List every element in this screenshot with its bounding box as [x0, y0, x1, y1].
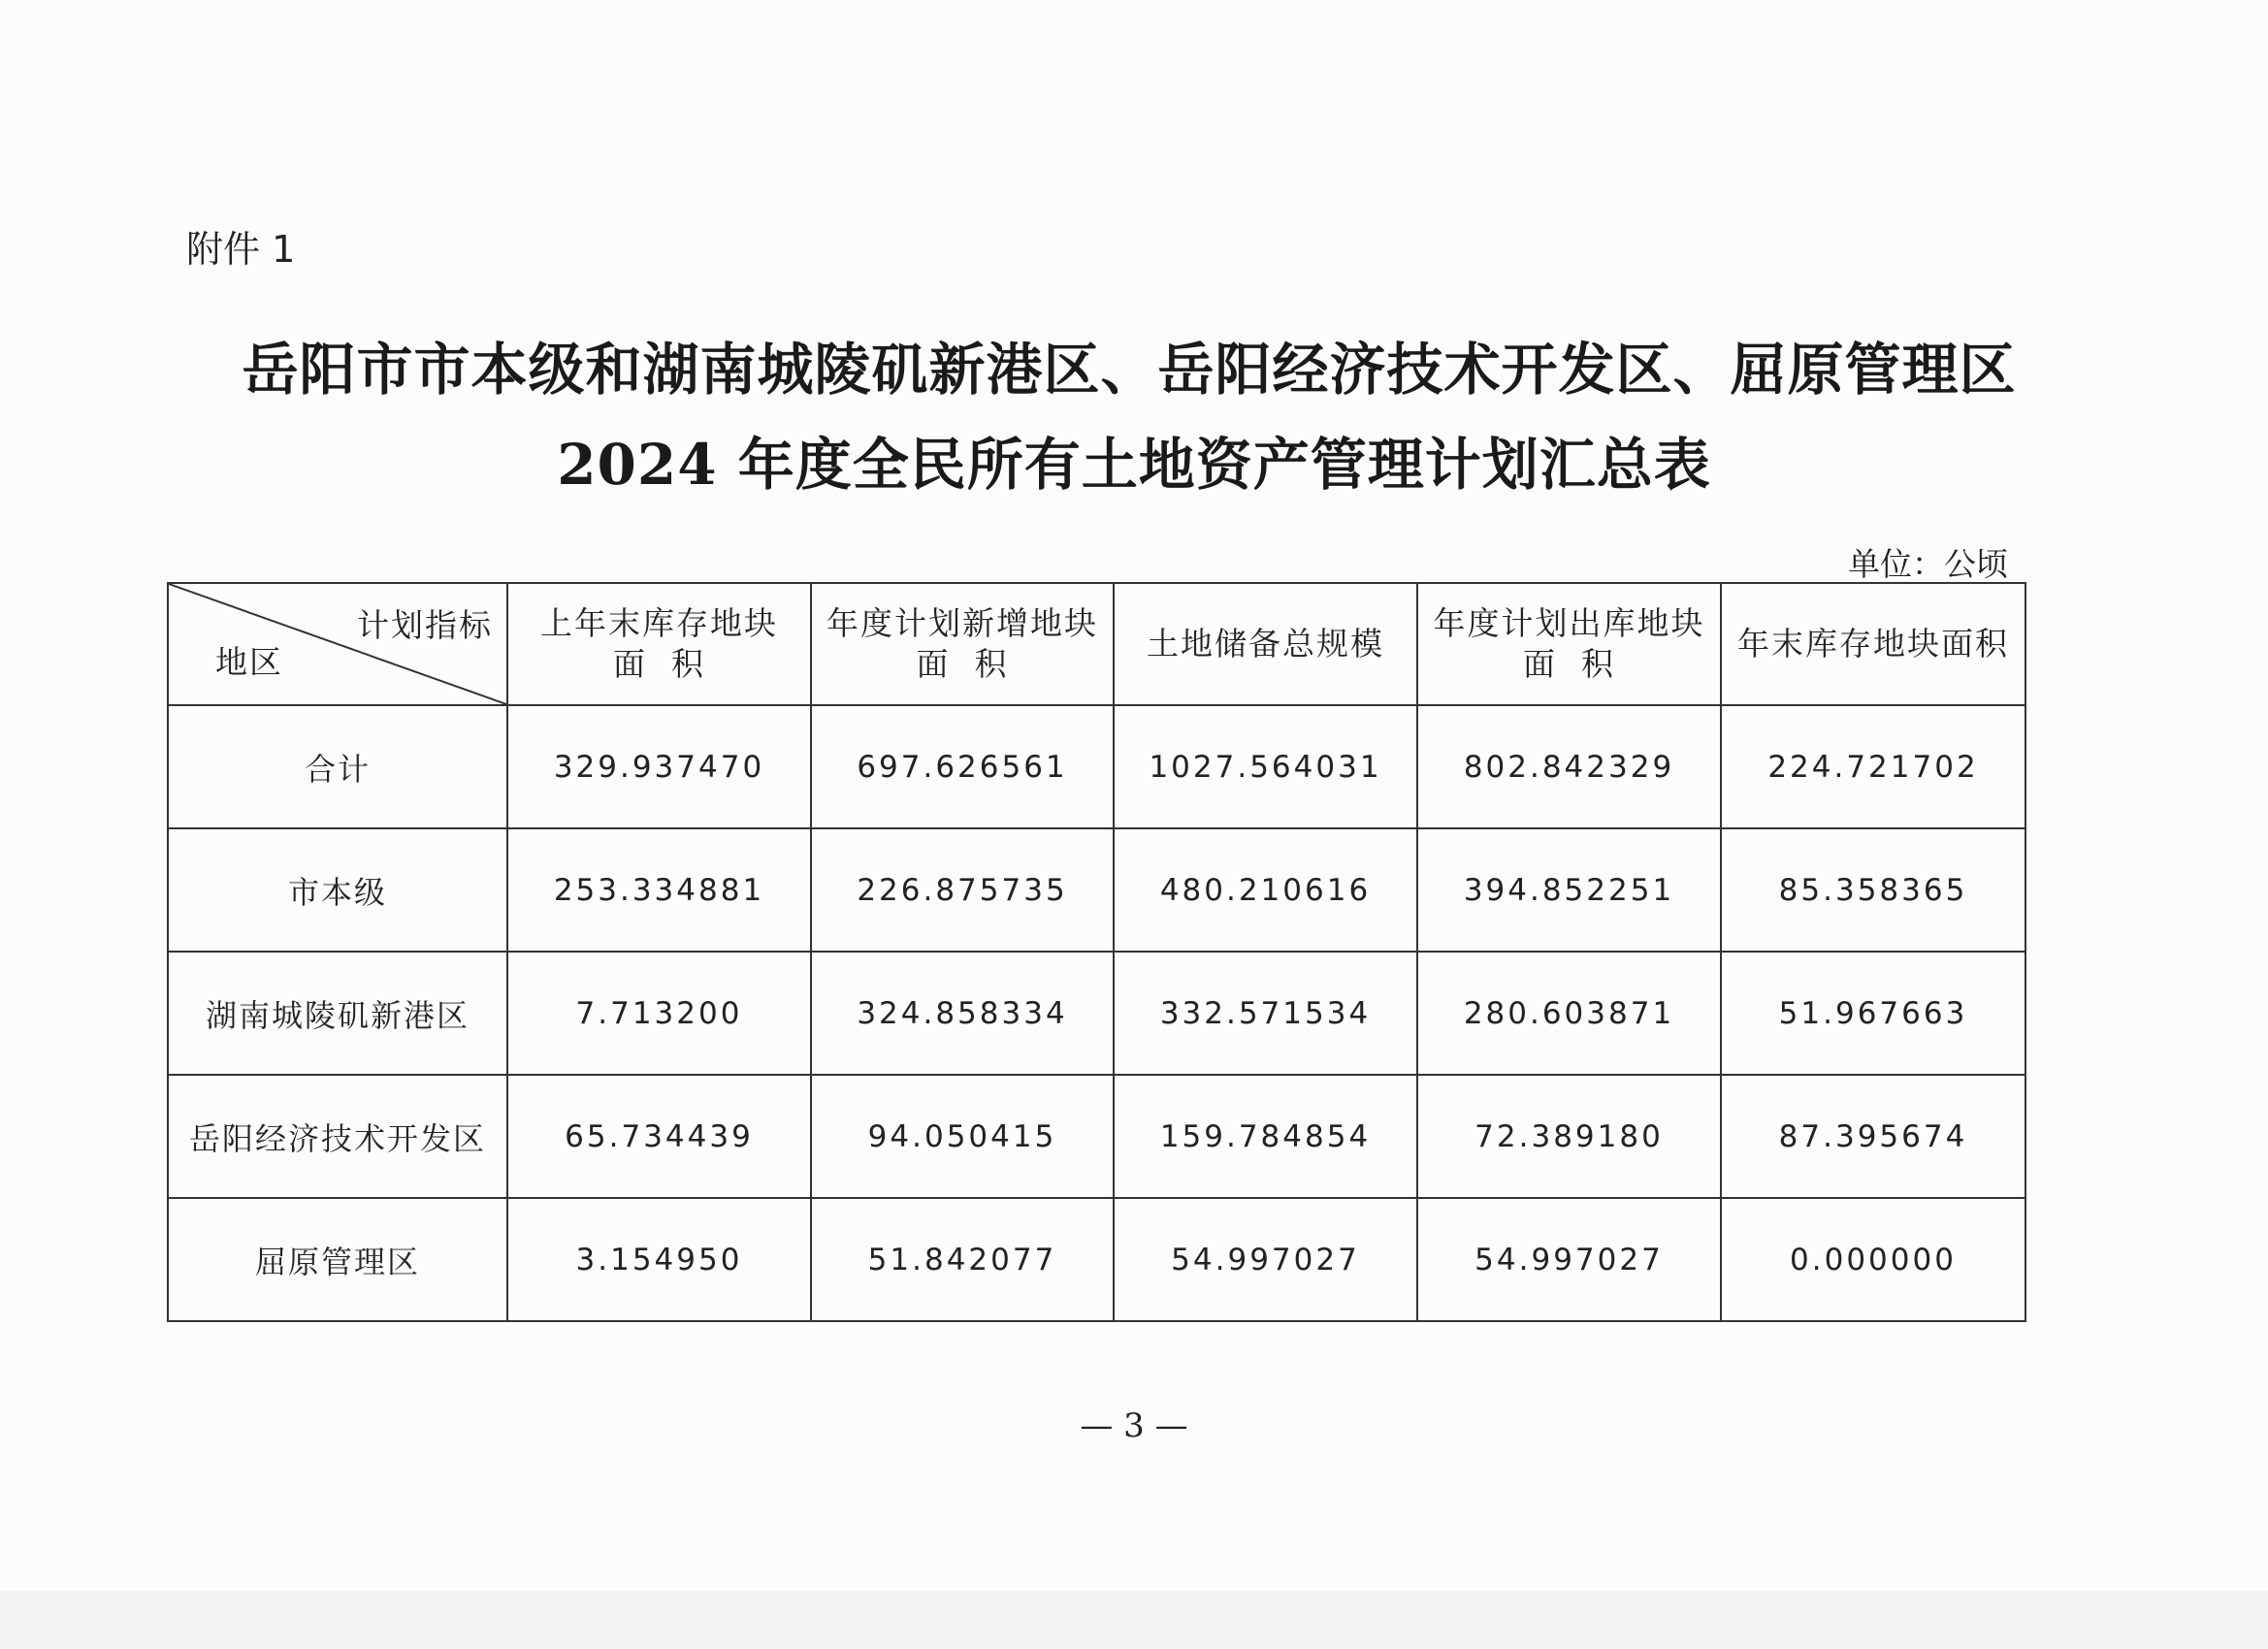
value-cell: 7.713200	[507, 952, 811, 1075]
summary-table	[167, 582, 2026, 1322]
corner-region-label: 地区	[215, 643, 283, 681]
value-cell: 0.000000	[1721, 1198, 2025, 1321]
table-row	[168, 1075, 2025, 1198]
column-header-line1: 年末库存地块面积	[1737, 625, 2009, 663]
document-title-line1: 岳阳市市本级和湖南城陵矶新港区、岳阳经济技术开发区、屈原管理区	[242, 337, 2017, 403]
corner-header-cell	[168, 583, 507, 705]
value-cell: 72.389180	[1417, 1075, 1721, 1198]
value-cell: 85.358365	[1721, 828, 2025, 952]
region-cell: 岳阳经济技术开发区	[168, 1075, 507, 1198]
column-header-line1: 年度计划新增地块	[826, 604, 1098, 642]
value-cell: 51.842077	[811, 1198, 1114, 1321]
value-cell: 65.734439	[507, 1075, 811, 1198]
column-header-line2: 面 积	[916, 645, 1009, 683]
column-header-line2: 面 积	[1523, 645, 1615, 683]
column-header	[1721, 583, 2025, 705]
value-cell: 224.721702	[1721, 705, 2025, 828]
column-header	[1417, 583, 1721, 705]
column-header	[507, 583, 811, 705]
value-cell: 280.603871	[1417, 952, 1721, 1075]
value-cell: 253.334881	[507, 828, 811, 952]
value-cell: 1027.564031	[1114, 705, 1417, 828]
table-row	[168, 1198, 2025, 1321]
value-cell: 332.571534	[1114, 952, 1417, 1075]
scan-bottom-edge	[0, 1591, 2268, 1649]
value-cell: 159.784854	[1114, 1075, 1417, 1198]
value-cell: 802.842329	[1417, 705, 1721, 828]
value-cell: 3.154950	[507, 1198, 811, 1321]
value-cell: 54.997027	[1114, 1198, 1417, 1321]
table-row	[168, 828, 2025, 952]
table-row	[168, 952, 2025, 1075]
value-cell: 54.997027	[1417, 1198, 1721, 1321]
value-cell: 329.937470	[507, 705, 811, 828]
document-title-line2: 2024 年度全民所有土地资产管理计划汇总表	[557, 432, 1711, 498]
value-cell: 51.967663	[1721, 952, 2025, 1075]
value-cell: 94.050415	[811, 1075, 1114, 1198]
attachment-label: 附件 1	[186, 228, 296, 271]
value-cell: 87.395674	[1721, 1075, 2025, 1198]
region-cell: 市本级	[168, 828, 507, 952]
value-cell: 324.858334	[811, 952, 1114, 1075]
region-cell: 屈原管理区	[168, 1198, 507, 1321]
column-header	[1114, 583, 1417, 705]
column-header-line1: 年度计划出库地块	[1433, 604, 1705, 642]
corner-indicator-label: 计划指标	[357, 606, 493, 644]
page-number: — 3 —	[1080, 1406, 1188, 1445]
region-cell: 合计	[168, 705, 507, 828]
column-header-line1: 土地储备总规模	[1147, 625, 1384, 663]
unit-label: 单位：公顷	[1848, 545, 2008, 583]
table-row	[168, 705, 2025, 828]
value-cell: 480.210616	[1114, 828, 1417, 952]
value-cell: 394.852251	[1417, 828, 1721, 952]
value-cell: 697.626561	[811, 705, 1114, 828]
region-cell: 湖南城陵矶新港区	[168, 952, 507, 1075]
value-cell: 226.875735	[811, 828, 1114, 952]
column-header	[811, 583, 1114, 705]
table-header-row	[168, 583, 2025, 705]
column-header-line1: 上年末库存地块	[540, 604, 778, 642]
column-header-line2: 面 积	[613, 645, 705, 683]
